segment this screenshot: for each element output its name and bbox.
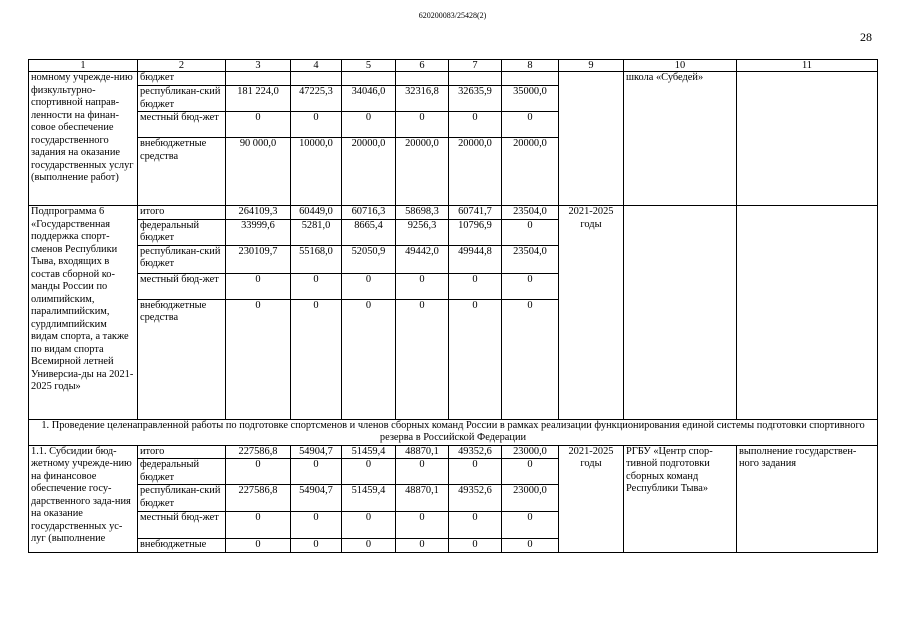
value-cell: 0 — [396, 459, 449, 485]
column-number: 7 — [449, 60, 502, 72]
period-cell: 2021-2025 годы — [559, 445, 624, 552]
value-cell: 32316,8 — [396, 86, 449, 112]
measure-description: номному учрежде-нию физкультурно-спортивной направ-ленности на финан-совое обеспечение государственного задания на оказание государственных услуг (выполнение работ) — [29, 72, 138, 206]
column-number: 10 — [624, 60, 737, 72]
funding-source: местный бюд-жет — [138, 273, 226, 299]
value-cell: 23000,0 — [502, 445, 559, 459]
value-cell: 0 — [342, 273, 396, 299]
value-cell: 0 — [449, 539, 502, 553]
period-cell: 2021-2025 годы — [559, 206, 624, 420]
value-cell: 34046,0 — [342, 86, 396, 112]
value-cell: 49442,0 — [396, 245, 449, 273]
value-cell: 0 — [291, 459, 342, 485]
value-cell: 23504,0 — [502, 245, 559, 273]
value-cell: 20000,0 — [502, 138, 559, 206]
document-id: 620200083/25428(2) — [418, 11, 487, 20]
value-cell: 0 — [449, 273, 502, 299]
result-cell — [737, 206, 878, 420]
funding-source: итого — [138, 445, 226, 459]
value-cell: 0 — [226, 539, 291, 553]
result-cell: выполнение государствен-ного задания — [737, 445, 878, 552]
value-cell: 55168,0 — [291, 245, 342, 273]
column-number: 6 — [396, 60, 449, 72]
value-cell: 47225,3 — [291, 86, 342, 112]
value-cell: 33999,6 — [226, 219, 291, 245]
executor-cell: школа «Субедей» — [624, 72, 737, 206]
value-cell: 0 — [342, 459, 396, 485]
value-cell: 60449,0 — [291, 206, 342, 220]
result-cell — [737, 72, 878, 206]
value-cell: 0 — [502, 219, 559, 245]
value-cell — [396, 72, 449, 86]
value-cell: 49944,8 — [449, 245, 502, 273]
funding-source: местный бюд-жет — [138, 112, 226, 138]
value-cell: 58698,3 — [396, 206, 449, 220]
value-cell: 181 224,0 — [226, 86, 291, 112]
value-cell: 0 — [342, 299, 396, 419]
value-cell: 8665,4 — [342, 219, 396, 245]
value-cell — [291, 72, 342, 86]
value-cell: 0 — [449, 299, 502, 419]
value-cell: 0 — [226, 273, 291, 299]
value-cell: 227586,8 — [226, 445, 291, 459]
value-cell: 0 — [396, 512, 449, 539]
value-cell: 0 — [342, 539, 396, 553]
value-cell: 23504,0 — [502, 206, 559, 220]
value-cell: 0 — [291, 273, 342, 299]
funding-source: внебюджетные средства — [138, 299, 226, 419]
value-cell: 49352,6 — [449, 445, 502, 459]
value-cell — [449, 72, 502, 86]
funding-source: федеральный бюджет — [138, 459, 226, 485]
value-cell — [342, 72, 396, 86]
value-cell: 20000,0 — [449, 138, 502, 206]
value-cell: 51459,4 — [342, 445, 396, 459]
column-number: 2 — [138, 60, 226, 72]
value-cell: 10000,0 — [291, 138, 342, 206]
value-cell: 0 — [449, 512, 502, 539]
value-cell: 0 — [396, 112, 449, 138]
value-cell: 49352,6 — [449, 485, 502, 512]
subprogram-description: Подпрограмма 6 «Государственная поддержка спорт-сменов Республики Тыва, входящих в состав сборной ко-манды России по олимпийским, паралимпийским, сурдлимпийским видам спорта, а также по видам спорта Всемирной летней Универсиа-ды на 2021-2025 годы» — [29, 206, 138, 420]
value-cell: 48870,1 — [396, 485, 449, 512]
column-number: 1 — [29, 60, 138, 72]
funding-source: бюджет — [138, 72, 226, 86]
value-cell: 227586,8 — [226, 485, 291, 512]
value-cell: 20000,0 — [396, 138, 449, 206]
funding-source: республикан-ский бюджет — [138, 485, 226, 512]
value-cell: 0 — [226, 299, 291, 419]
value-cell: 0 — [291, 299, 342, 419]
value-cell: 48870,1 — [396, 445, 449, 459]
column-number: 4 — [291, 60, 342, 72]
value-cell — [226, 72, 291, 86]
section-title: 1. Проведение целенаправленной работы по подготовке спортсменов и членов сборных команд России в рамках реализации функционирования единой системы подготовки спортивного резерва в Российской Федерации — [29, 419, 878, 445]
column-number: 5 — [342, 60, 396, 72]
column-number-header — [29, 60, 878, 72]
funding-source: итого — [138, 206, 226, 220]
value-cell: 264109,3 — [226, 206, 291, 220]
value-cell: 23000,0 — [502, 485, 559, 512]
value-cell: 0 — [396, 299, 449, 419]
value-cell: 0 — [502, 512, 559, 539]
value-cell: 32635,9 — [449, 86, 502, 112]
value-cell: 5281,0 — [291, 219, 342, 245]
value-cell: 0 — [342, 512, 396, 539]
measure-description: 1.1. Субсидии бюд-жетному учрежде-нию на финансовое обеспечение госу-дарственного зада-ния на оказание государственных ус-луг (выполнение — [29, 445, 138, 552]
value-cell: 0 — [502, 273, 559, 299]
value-cell: 0 — [342, 112, 396, 138]
value-cell — [502, 72, 559, 86]
column-number: 3 — [226, 60, 291, 72]
funding-source: внебюджетные средства — [138, 138, 226, 206]
value-cell: 0 — [396, 273, 449, 299]
value-cell: 0 — [502, 539, 559, 553]
column-number: 9 — [559, 60, 624, 72]
budget-table — [28, 59, 878, 553]
table-row — [29, 445, 878, 459]
value-cell: 35000,0 — [502, 86, 559, 112]
column-number: 11 — [737, 60, 878, 72]
funding-source: федеральный бюджет — [138, 219, 226, 245]
value-cell: 0 — [291, 112, 342, 138]
value-cell: 0 — [291, 512, 342, 539]
executor-cell — [624, 206, 737, 420]
value-cell: 0 — [502, 459, 559, 485]
section-row — [29, 419, 878, 445]
value-cell: 20000,0 — [342, 138, 396, 206]
period-cell — [559, 72, 624, 206]
column-number: 8 — [502, 60, 559, 72]
value-cell: 60716,3 — [342, 206, 396, 220]
funding-source: республикан-ский бюджет — [138, 86, 226, 112]
value-cell: 9256,3 — [396, 219, 449, 245]
value-cell: 230109,7 — [226, 245, 291, 273]
value-cell: 54904,7 — [291, 445, 342, 459]
funding-source: местный бюд-жет — [138, 512, 226, 539]
value-cell: 10796,9 — [449, 219, 502, 245]
value-cell: 0 — [449, 112, 502, 138]
value-cell: 51459,4 — [342, 485, 396, 512]
value-cell: 90 000,0 — [226, 138, 291, 206]
funding-source: внебюджетные — [138, 539, 226, 553]
value-cell: 0 — [502, 112, 559, 138]
value-cell: 52050,9 — [342, 245, 396, 273]
table-row — [29, 72, 878, 86]
funding-source: республикан-ский бюджет — [138, 245, 226, 273]
value-cell: 0 — [396, 539, 449, 553]
page-number: 28 — [860, 30, 872, 44]
value-cell: 0 — [502, 299, 559, 419]
table-row — [29, 206, 878, 220]
value-cell: 0 — [226, 512, 291, 539]
value-cell: 54904,7 — [291, 485, 342, 512]
value-cell: 60741,7 — [449, 206, 502, 220]
value-cell: 0 — [226, 459, 291, 485]
executor-cell: РГБУ «Центр спор-тивной подготовки сборных команд Республики Тыва» — [624, 445, 737, 552]
value-cell: 0 — [449, 459, 502, 485]
value-cell: 0 — [226, 112, 291, 138]
value-cell: 0 — [291, 539, 342, 553]
